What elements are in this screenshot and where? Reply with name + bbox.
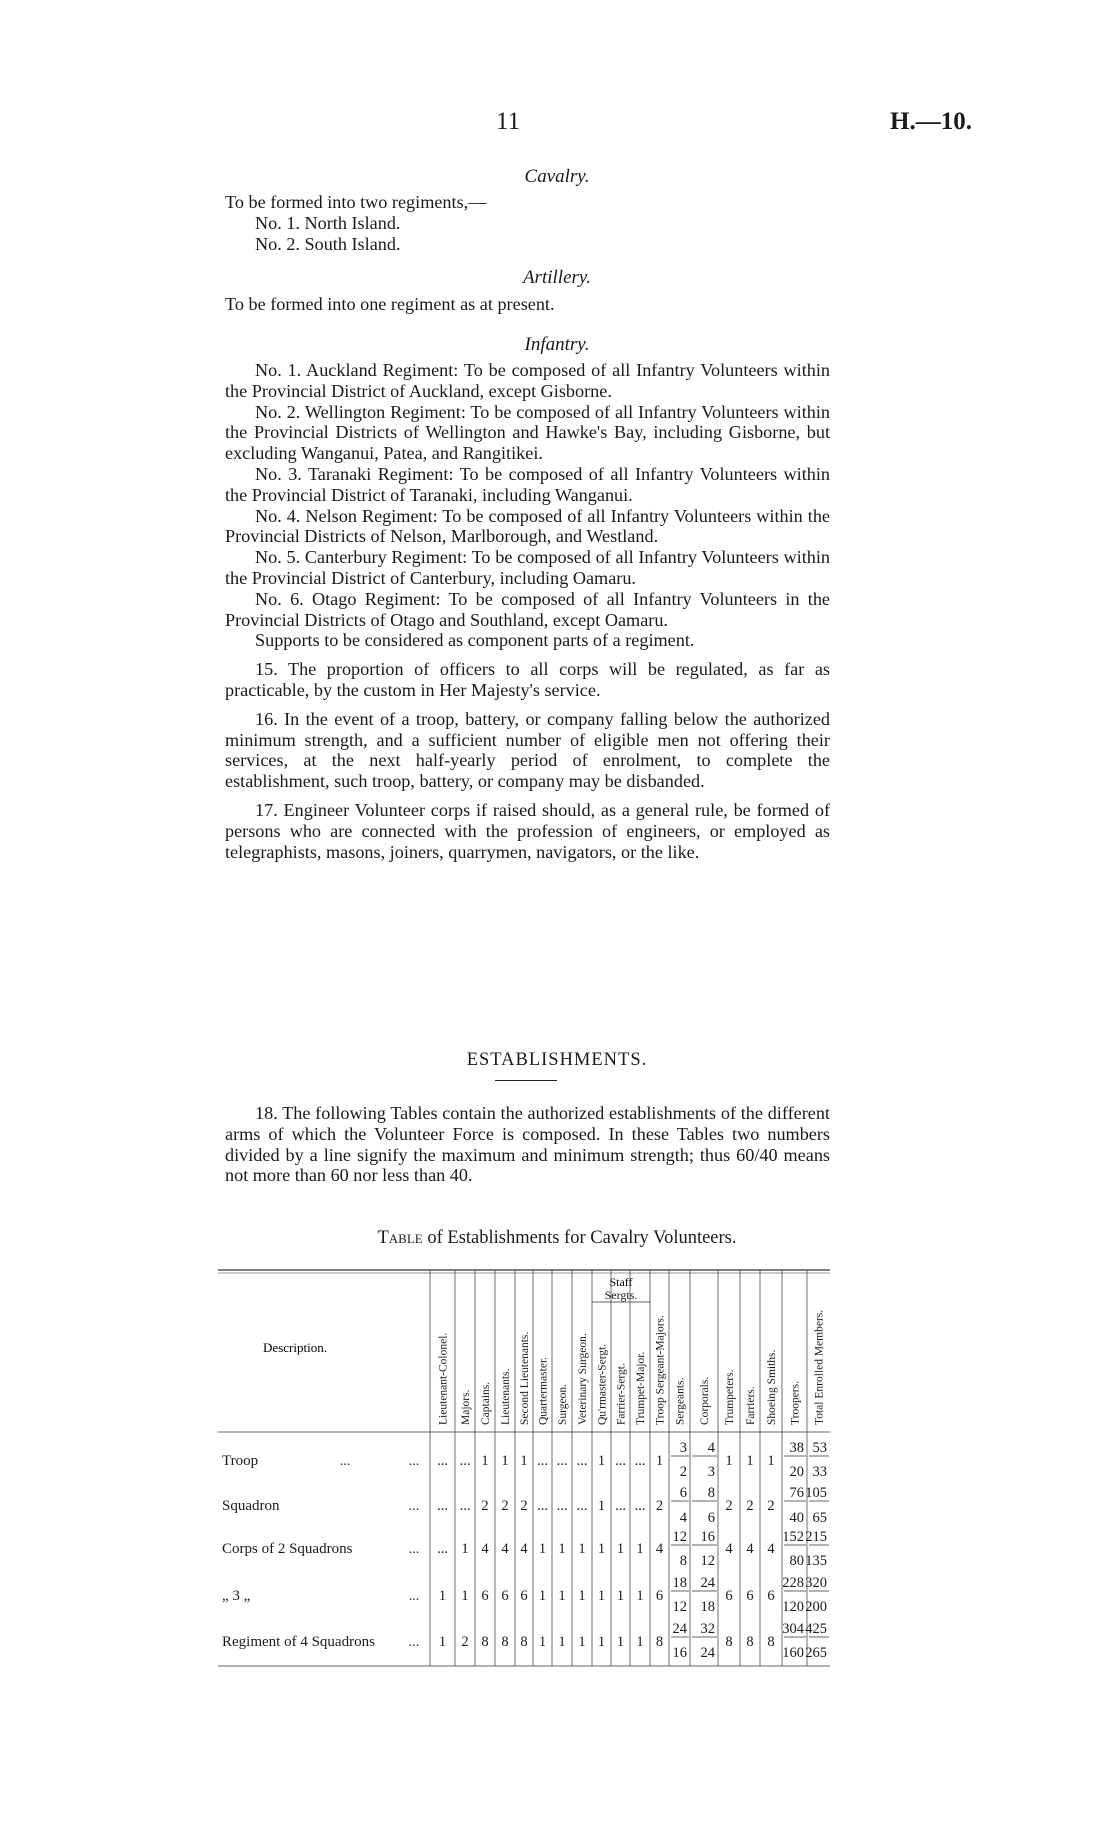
table-cell: ... bbox=[537, 1453, 548, 1469]
cell-minimum: 160 bbox=[782, 1645, 804, 1661]
table-cell: 1 bbox=[558, 1541, 566, 1557]
row-label: Troop bbox=[222, 1453, 259, 1469]
table-cell: ... bbox=[437, 1498, 448, 1514]
cell-maximum: 6 bbox=[679, 1485, 687, 1501]
table-cell: 6 bbox=[501, 1588, 509, 1604]
paragraph-16: 16. In the event of a troop, battery, or company falling below the authorized minimum strength, and a sufficient number of eligible men not offering their services, at the next half-yearly period of enrolment, to complete the establishment, such troop, battery, or company may be disbanded. bbox=[225, 708, 830, 792]
cell-minimum: 18 bbox=[700, 1599, 715, 1615]
table-cell: 8 bbox=[481, 1634, 489, 1650]
column-header: Troopers. bbox=[789, 1381, 802, 1425]
table-cell: 2 bbox=[501, 1498, 509, 1514]
table-cell: 1 bbox=[616, 1588, 625, 1604]
infantry-heading: Infantry. bbox=[524, 334, 590, 355]
table-title-rest: of Establishments for Cavalry Volunteers. bbox=[422, 1228, 737, 1248]
row-leader: ... bbox=[408, 1589, 420, 1604]
cell-minimum: 120 bbox=[782, 1599, 804, 1615]
table-cell: 1 bbox=[520, 1453, 528, 1469]
column-header: Lieutenants. bbox=[500, 1368, 512, 1425]
table-cells bbox=[437, 1440, 827, 1661]
table-cell: 1 bbox=[481, 1453, 489, 1469]
regiment-paragraph: No. 4. Nelson Regiment: To be composed of all Infantry Volunteers within the Provincial Districts of Nelson, Marlborough, and Westland. bbox=[225, 505, 830, 547]
column-header: Quartermaster. bbox=[537, 1356, 550, 1425]
table-cell: 2 bbox=[481, 1498, 489, 1514]
table-cell: ... bbox=[459, 1498, 471, 1514]
column-header: Lieutenant-Colonel. bbox=[437, 1332, 450, 1425]
table-cell: ... bbox=[556, 1498, 568, 1514]
cell-maximum: 12 bbox=[672, 1529, 687, 1545]
table-cell: 1 bbox=[655, 1453, 664, 1469]
table-cell: 2 bbox=[655, 1498, 664, 1514]
cell-maximum: 8 bbox=[707, 1485, 715, 1501]
cell-minimum: 20 bbox=[789, 1464, 804, 1480]
table-cell: 1 bbox=[636, 1588, 644, 1604]
table-cell: 4 bbox=[481, 1541, 489, 1557]
table-cell: 1 bbox=[616, 1634, 625, 1650]
table-cell: 6 bbox=[725, 1588, 733, 1604]
document-reference: H.—10. bbox=[890, 108, 972, 135]
table-cell: 1 bbox=[461, 1541, 469, 1557]
column-header: Captains. bbox=[480, 1381, 492, 1425]
cell-minimum: 12 bbox=[700, 1553, 715, 1569]
table-cell: 8 bbox=[725, 1634, 733, 1650]
table-cell: ... bbox=[576, 1453, 588, 1469]
staff-sergeants-header: Staff bbox=[609, 1275, 633, 1289]
table-cell: ... bbox=[437, 1453, 448, 1469]
table-cell: 2 bbox=[746, 1498, 754, 1514]
table-cell: 6 bbox=[520, 1588, 528, 1604]
table-cell: 1 bbox=[438, 1634, 447, 1650]
column-header: Qu'rmaster-Sergt. bbox=[596, 1343, 609, 1425]
table-cell: ... bbox=[615, 1453, 626, 1469]
paragraph-15: 15. The proportion of officers to all corps will be regulated, as far as practicable, by the custom in Her Majesty's service. bbox=[225, 659, 830, 700]
table-cell: 1 bbox=[597, 1498, 606, 1514]
column-header: Farrier-Sergt. bbox=[615, 1363, 628, 1425]
table-cell: 4 bbox=[767, 1541, 775, 1557]
cell-minimum: 33 bbox=[812, 1464, 827, 1480]
cell-maximum: 38 bbox=[789, 1440, 804, 1456]
table-cell: 2 bbox=[461, 1634, 469, 1650]
staff-sergeants-subheader: Sergts. bbox=[604, 1288, 638, 1302]
cell-minimum: 12 bbox=[672, 1599, 687, 1615]
table-cell: 2 bbox=[725, 1498, 733, 1514]
table-cell: 1 bbox=[501, 1453, 509, 1469]
cell-maximum: 425 bbox=[805, 1621, 827, 1637]
table-cell: 1 bbox=[725, 1453, 733, 1469]
table-cell: 1 bbox=[616, 1541, 625, 1557]
cell-minimum: 24 bbox=[700, 1645, 715, 1661]
table-cell: 6 bbox=[746, 1588, 754, 1604]
paragraph-18: 18. The following Tables contain the authorized establishments of the different arms of which the Volunteer Force is composed. In these Tables two numbers divided by a line signify the maximum and minimum strength; thus 60/40 means not more than 60 nor less than 40. bbox=[225, 1103, 830, 1186]
cell-maximum: 53 bbox=[812, 1440, 827, 1456]
column-header: Trumpet-Major. bbox=[635, 1351, 647, 1425]
table-cell: 2 bbox=[520, 1498, 528, 1514]
column-header: Farriers. bbox=[745, 1386, 757, 1425]
table-cell: ... bbox=[459, 1453, 471, 1469]
table-cell: 1 bbox=[558, 1588, 566, 1604]
cavalry-intro: To be formed into two regiments,— bbox=[225, 192, 487, 212]
cell-minimum: 6 bbox=[707, 1510, 715, 1526]
cell-maximum: 16 bbox=[700, 1529, 715, 1545]
cell-minimum: 3 bbox=[707, 1464, 715, 1480]
table-cell: ... bbox=[615, 1498, 626, 1514]
table-cell: 1 bbox=[597, 1453, 606, 1469]
table-cell: 1 bbox=[636, 1541, 644, 1557]
column-header: Corporals. bbox=[699, 1376, 711, 1425]
table-cell: 1 bbox=[538, 1588, 547, 1604]
cell-minimum: 80 bbox=[789, 1553, 804, 1569]
cell-minimum: 40 bbox=[789, 1510, 804, 1526]
table-cell: ... bbox=[556, 1453, 568, 1469]
row-label: „ 3 „ bbox=[222, 1588, 251, 1604]
table-cell: 8 bbox=[767, 1634, 775, 1650]
table-cell: ... bbox=[437, 1541, 448, 1557]
table-cell: ... bbox=[537, 1498, 548, 1514]
table-cell: 1 bbox=[767, 1453, 775, 1469]
table-cell: 1 bbox=[538, 1634, 547, 1650]
cell-maximum: 304 bbox=[782, 1621, 804, 1637]
cell-maximum: 4 bbox=[707, 1440, 715, 1456]
cell-minimum: 2 bbox=[679, 1464, 687, 1480]
table-cell: 8 bbox=[501, 1634, 509, 1650]
cell-minimum: 265 bbox=[805, 1645, 827, 1661]
table-cell: 1 bbox=[558, 1634, 566, 1650]
table-cell: 6 bbox=[481, 1588, 489, 1604]
table-cell: 8 bbox=[520, 1634, 528, 1650]
regiment-paragraph: No. 1. Auckland Regiment: To be composed of all Infantry Volunteers within the Provincial District of Auckland, except Gisborne. bbox=[225, 360, 830, 401]
table-cell: 1 bbox=[597, 1541, 606, 1557]
cell-maximum: 228 bbox=[782, 1575, 804, 1591]
table-cell: 2 bbox=[767, 1498, 775, 1514]
establishments-heading: ESTABLISHMENTS. bbox=[466, 1050, 648, 1070]
row-leader: ... bbox=[408, 1454, 420, 1469]
table-cell: 1 bbox=[438, 1588, 447, 1604]
cell-minimum: 16 bbox=[672, 1645, 687, 1661]
row-leader: ... bbox=[408, 1542, 420, 1557]
row-leader: ... bbox=[339, 1454, 351, 1469]
table-cell: 1 bbox=[746, 1453, 754, 1469]
regiment-paragraph: No. 3. Taranaki Regiment: To be composed of all Infantry Volunteers within the Provincial District of Taranaki, including Wanganui. bbox=[225, 463, 830, 505]
table-cell: 1 bbox=[597, 1634, 606, 1650]
cell-maximum: 76 bbox=[789, 1485, 804, 1501]
page-number: 11 bbox=[496, 108, 521, 135]
column-header: Surgeon. bbox=[557, 1384, 569, 1425]
row-leader: ... bbox=[408, 1635, 420, 1650]
row-labels bbox=[222, 1453, 419, 1650]
table-cell: 8 bbox=[746, 1634, 754, 1650]
table-cell: 6 bbox=[767, 1588, 775, 1604]
cell-maximum: 105 bbox=[805, 1485, 827, 1501]
table-cell: 4 bbox=[655, 1541, 664, 1557]
column-header: Majors. bbox=[460, 1389, 472, 1425]
row-label: Squadron bbox=[222, 1498, 280, 1514]
cell-maximum: 24 bbox=[700, 1575, 715, 1591]
row-label: Regiment of 4 Squadrons bbox=[222, 1634, 375, 1650]
cell-minimum: 4 bbox=[679, 1510, 687, 1526]
column-header: Total Enrolled Members. bbox=[813, 1309, 826, 1425]
cell-maximum: 18 bbox=[672, 1575, 687, 1591]
table-cell: 1 bbox=[538, 1541, 547, 1557]
description-header: Description. bbox=[263, 1340, 327, 1355]
column-header: Troop Sergeant-Majors. bbox=[654, 1315, 667, 1425]
table-cell: ... bbox=[576, 1498, 588, 1514]
cell-minimum: 8 bbox=[679, 1553, 687, 1569]
artillery-heading: Artillery. bbox=[522, 267, 592, 288]
cell-minimum: 200 bbox=[805, 1599, 827, 1615]
table-cell: 1 bbox=[578, 1634, 586, 1650]
table-cell: 1 bbox=[578, 1541, 586, 1557]
table-cell: 1 bbox=[461, 1588, 469, 1604]
row-leader: ... bbox=[408, 1499, 420, 1514]
table-cell: 1 bbox=[636, 1634, 644, 1650]
table-cell: ... bbox=[634, 1453, 646, 1469]
table-cell: 1 bbox=[578, 1588, 586, 1604]
cavalry-item: No. 1. North Island. bbox=[255, 212, 401, 233]
table-cell: 4 bbox=[746, 1541, 754, 1557]
artillery-text: To be formed into one regiment as at present. bbox=[225, 294, 555, 314]
cavalry-item: No. 2. South Island. bbox=[255, 233, 401, 254]
paragraph-17: 17. Engineer Volunteer corps if raised should, as a general rule, be formed of persons who are connected with the profession of engineers, or employed as telegraphists, masons, joiners, quarrymen, navigators, or the like. bbox=[225, 799, 830, 862]
column-header: Shoeing Smiths. bbox=[766, 1349, 778, 1425]
column-header: Veterinary Surgeon. bbox=[577, 1333, 589, 1425]
column-headers bbox=[438, 1288, 826, 1425]
column-header: Sergeants. bbox=[674, 1377, 687, 1425]
cell-maximum: 320 bbox=[805, 1575, 827, 1591]
table-title-prefix: Table bbox=[377, 1228, 423, 1248]
row-label: Corps of 2 Squadrons bbox=[222, 1541, 353, 1557]
cell-maximum: 152 bbox=[782, 1529, 804, 1545]
table-cell: 6 bbox=[655, 1588, 664, 1604]
column-header: Second Lieutenants. bbox=[519, 1331, 531, 1425]
cell-maximum: 32 bbox=[700, 1621, 715, 1637]
table-cell: ... bbox=[634, 1498, 646, 1514]
cell-maximum: 24 bbox=[672, 1621, 687, 1637]
table-cell: 4 bbox=[501, 1541, 509, 1557]
column-header: Trumpeters. bbox=[724, 1369, 736, 1425]
regiment-paragraph: No. 2. Wellington Regiment: To be composed of all Infantry Volunteers within the Provincial Districts of Wellington and Hawke's Bay, including Gisborne, but excluding Wanganui, Patea, and Rangitikei. bbox=[225, 401, 830, 464]
table-cell: 8 bbox=[655, 1634, 664, 1650]
regiment-paragraph: No. 6. Otago Regiment: To be composed of all Infantry Volunteers in the Provincial Districts of Otago and Southland, except Oamaru. bbox=[225, 588, 830, 630]
regiment-paragraph: No. 5. Canterbury Regiment: To be composed of all Infantry Volunteers within the Provincial District of Canterbury, including Oamaru. bbox=[225, 547, 830, 588]
table-cell: 4 bbox=[725, 1541, 733, 1557]
cell-minimum: 135 bbox=[805, 1553, 827, 1569]
cell-maximum: 215 bbox=[805, 1529, 827, 1545]
cell-minimum: 65 bbox=[812, 1510, 827, 1526]
supports-paragraph: Supports to be considered as component parts of a regiment. bbox=[255, 630, 695, 651]
cell-maximum: 3 bbox=[679, 1440, 687, 1456]
table-cell: 4 bbox=[520, 1541, 528, 1557]
cavalry-heading: Cavalry. bbox=[524, 166, 590, 187]
table-cell: 1 bbox=[597, 1588, 606, 1604]
